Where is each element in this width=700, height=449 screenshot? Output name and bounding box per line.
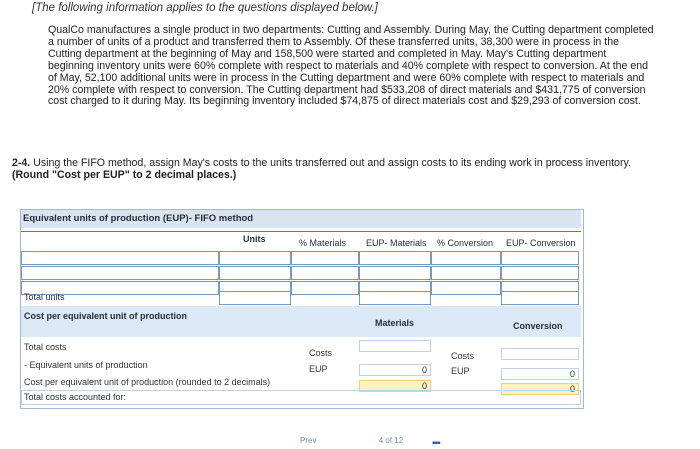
header-note: [The following information applies to the questions displayed below.] bbox=[32, 2, 378, 14]
materials-eup-value[interactable]: 0 bbox=[359, 364, 431, 376]
row-1-pct-materials-input[interactable] bbox=[291, 251, 359, 265]
row-2-pct-conversion-input[interactable] bbox=[431, 266, 501, 280]
header-eup-conversion: EUP- Conversion bbox=[506, 238, 576, 248]
total-units-input[interactable] bbox=[219, 291, 291, 305]
conversion-eup-header: EUP bbox=[451, 366, 470, 376]
row-1-pct-conversion-input[interactable] bbox=[431, 251, 501, 265]
conversion-eup-value[interactable]: 0 bbox=[501, 368, 579, 380]
materials-costs-header: Costs bbox=[309, 348, 333, 358]
row-2-units-input[interactable] bbox=[219, 266, 291, 280]
question-text: Using the FIFO method, assign May's costs to the units transferred out and assign costs to its ending work in process inventory. bbox=[33, 157, 631, 169]
eup-label: - Equivalent units of production bbox=[24, 360, 148, 370]
total-costs-label: Total costs bbox=[24, 342, 67, 352]
total-costs-accounted-row bbox=[21, 390, 581, 405]
row-2-eup-materials-input[interactable] bbox=[359, 266, 431, 280]
conversion-cost-per-eup-value[interactable]: 0 bbox=[501, 383, 579, 395]
cost-per-eup-rounded-label: Cost per equivalent unit of production (rounded to 2 decimals) bbox=[24, 377, 271, 387]
problem-text: QualCo manufactures a single product in two departments: Cutting and Assembly. During May, the Cutting department completed a number of units of a product and transferred them to Assembly. Of these transferred units, 38,300 were in process in the Cutting department at the beginning of May and 158,500 were started and completed in May. May's Cutting department beginning inventory units were 60% complete with respect to materials and 40% complete with respect to conversion. At the end of May, 52,100 additional units were in process in the Cutting department and were 60% complete with respect to materials and 20% complete with respect to conversion. The Cutting department had $533,208 of direct materials and $431,775 of conversion cost charged to it during May. Its beginning inventory included $74,875 of direct materials cost and $29,293 of conversion cost. bbox=[48, 24, 654, 108]
conversion-costs-header: Costs bbox=[451, 351, 475, 361]
total-eup-conversion-input[interactable] bbox=[501, 291, 579, 305]
conversion-total-cost-input[interactable] bbox=[501, 348, 579, 360]
question-number: 2-4. bbox=[12, 157, 31, 169]
conversion-section-label: Conversion bbox=[513, 321, 563, 331]
materials-section-label: Materials bbox=[375, 318, 415, 328]
row-1-eup-materials-input[interactable] bbox=[359, 251, 431, 265]
header-pct-materials: % Materials bbox=[299, 238, 347, 248]
panel-title: Equivalent units of production (EUP)- FIFO method bbox=[21, 210, 581, 228]
row-3-pct-conversion-input[interactable] bbox=[431, 281, 501, 295]
header-eup-materials: EUP- Materials bbox=[366, 238, 427, 248]
materials-cost-per-eup-value[interactable]: 0 bbox=[359, 380, 431, 392]
row-1-label-input[interactable] bbox=[21, 251, 219, 265]
header-pct-conversion: % Conversion bbox=[437, 238, 494, 248]
total-units-label: Total units bbox=[24, 292, 65, 302]
row-2-eup-conversion-input[interactable] bbox=[501, 266, 579, 280]
row-2-label-input[interactable] bbox=[21, 266, 219, 280]
materials-total-cost-input[interactable] bbox=[359, 340, 431, 352]
page-indicator: 4 of 12 bbox=[378, 436, 404, 445]
header-units: Units bbox=[243, 234, 266, 244]
total-costs-accounted-label: Total costs accounted for: bbox=[24, 392, 127, 402]
question bbox=[12, 157, 682, 181]
footer-nav bbox=[300, 436, 403, 445]
rounding-instruction: (Round "Cost per EUP" to 2 decimal places.) bbox=[12, 169, 237, 181]
grid-icon[interactable]: ▪▪▪ bbox=[432, 438, 440, 449]
row-3-pct-materials-input[interactable] bbox=[291, 281, 359, 295]
header-rule bbox=[21, 231, 581, 232]
cost-per-eup-label: Cost per equivalent unit of production bbox=[24, 311, 187, 321]
row-1-eup-conversion-input[interactable] bbox=[501, 251, 579, 265]
row-1-units-input[interactable] bbox=[219, 251, 291, 265]
total-eup-materials-input[interactable] bbox=[359, 291, 431, 305]
prev-button[interactable]: Prev bbox=[300, 436, 317, 445]
row-2-pct-materials-input[interactable] bbox=[291, 266, 359, 280]
materials-eup-header: EUP bbox=[309, 364, 328, 374]
